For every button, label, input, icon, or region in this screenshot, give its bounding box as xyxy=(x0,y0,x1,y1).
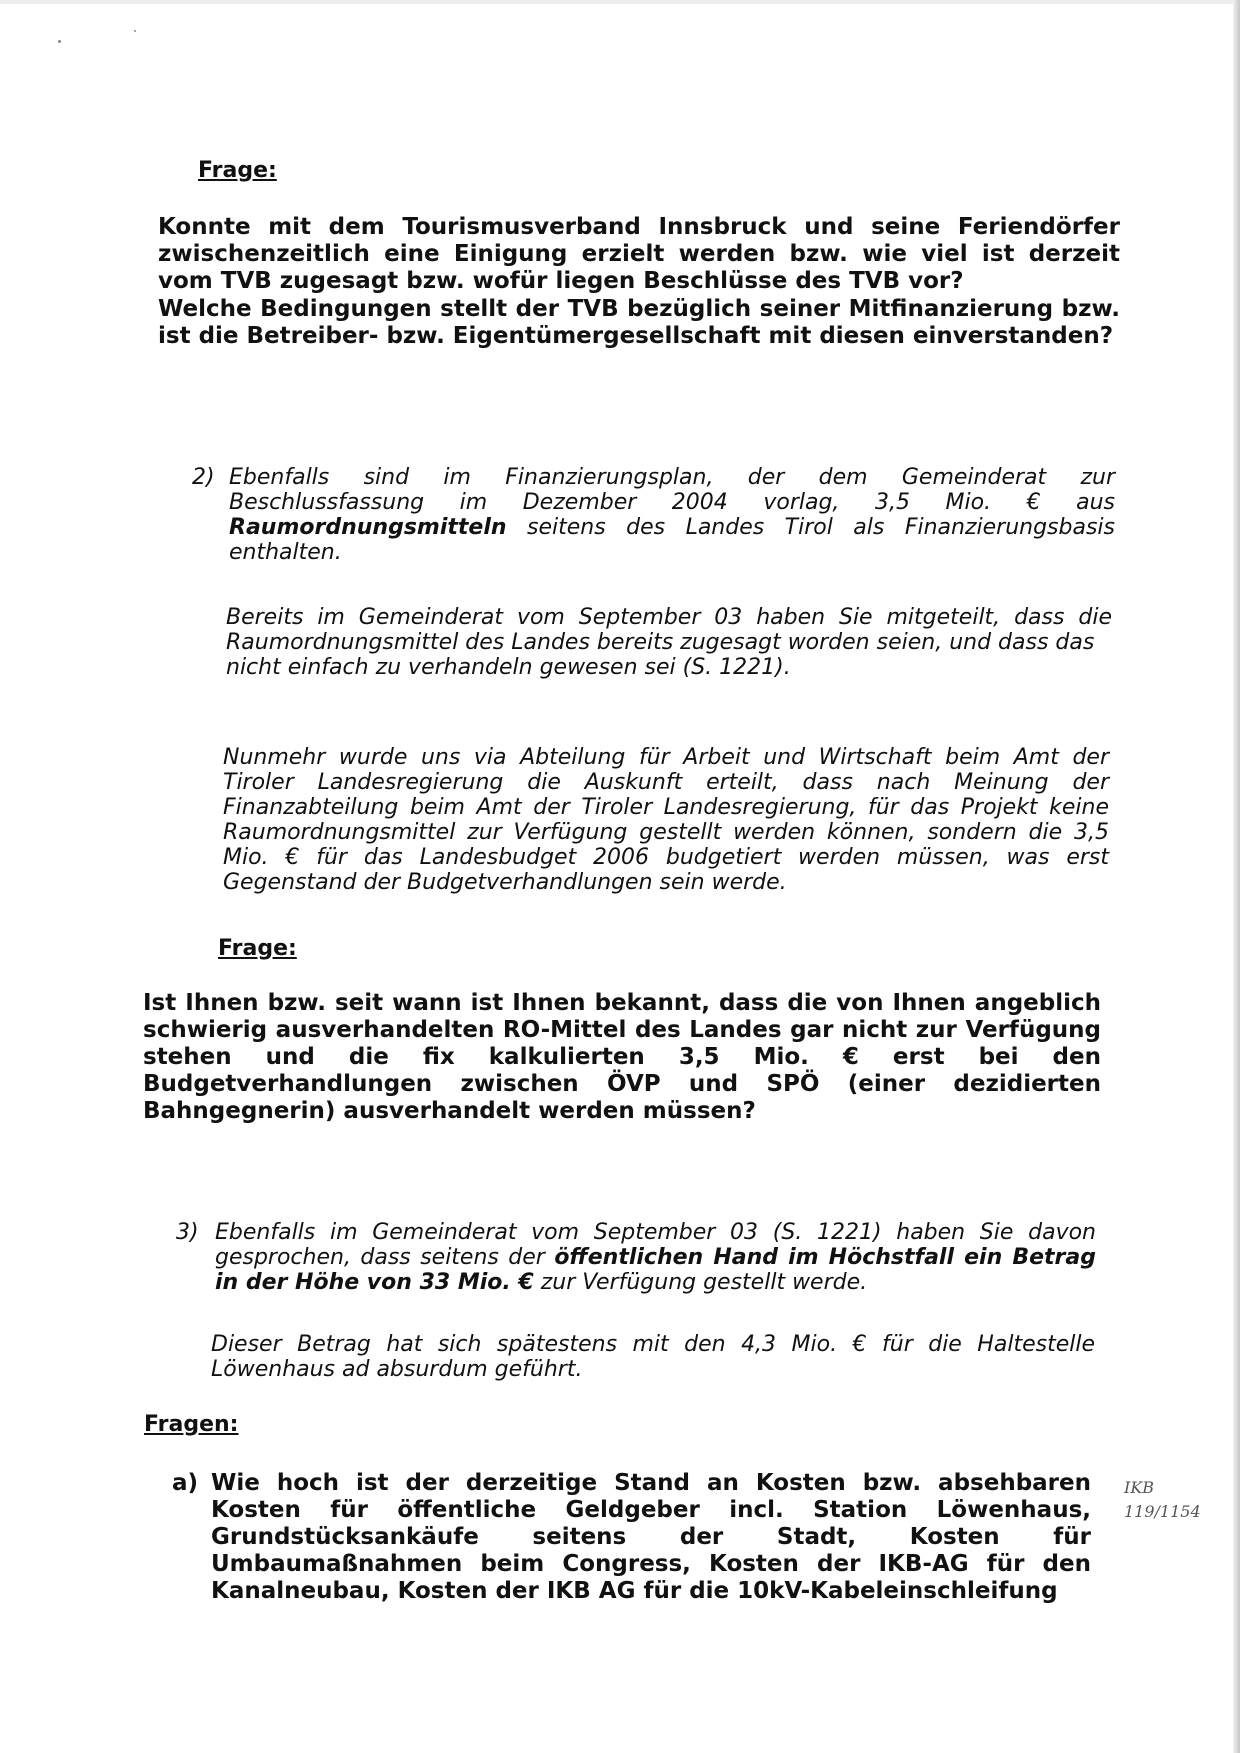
item-2-paragraph-3: Nunmehr wurde uns via Abteilung für Arbeit und Wirtschaft beim Amt der Tiroler Landesregierung die Auskunft erteilt, dass nach Meinung der Finanzabteilung beim Amt der Tiroler Landesregierung, für das Projekt keine Raumordnungsmittel zur Verfügung gestellt werden können, sondern die 3,5 Mio. € für das Landesbudget 2006 budgetiert werden müssen, was erst Gegenstand der Budgetverhandlungen sein werde. xyxy=(223,745,1109,895)
question-heading-1: Frage: xyxy=(198,158,277,183)
item-2-paragraph-2 xyxy=(226,605,1112,680)
item-2-paragraph-1 xyxy=(229,465,1115,565)
margin-note-line-2: 119/1154 xyxy=(1124,1502,1201,1521)
item-2-p1-bold: Raumordnungsmitteln xyxy=(229,515,507,540)
question-heading-3: Fragen: xyxy=(144,1412,239,1437)
item-2-p2-line-1: Bereits im Gemeinderat vom September 03 haben Sie mitgeteilt, dass die Raumordnungsmittel des Landes bereits zugesagt worden seien, und dass das xyxy=(226,605,1112,655)
item-3-number: 3) xyxy=(176,1220,199,1245)
item-2-p2-line-2: nicht einfach zu verhandeln gewesen sei (S. 1221). xyxy=(226,655,791,680)
scan-edge-right xyxy=(1233,0,1240,1753)
item-a-label: a) xyxy=(172,1470,199,1496)
item-2-p1-text: Ebenfalls sind im Finanzierungsplan, der dem Gemeinderat zur Beschlussfassung im Dezember 2004 vorlag, 3,5 Mio. € aus xyxy=(229,465,1115,515)
item-3-p1-rest: zur Verfügung gestellt werde. xyxy=(533,1270,868,1295)
item-3-p1-bold: öffentlichen Hand im Höchstfall ein Betrag in der Höhe von 33 Mio. € xyxy=(215,1245,1096,1295)
item-2-number: 2) xyxy=(192,465,215,490)
margin-note-line-1: IKB xyxy=(1124,1478,1155,1497)
question-2-text: Ist Ihnen bzw. seit wann ist Ihnen bekannt, dass die von Ihnen angeblich schwierig ausverhandelten RO-Mittel des Landes gar nicht zur Verfügung stehen und die fix kalkulierten 3,5 Mio. € erst bei den Budgetverhandlungen zwischen ÖVP und SPÖ (einer dezidierten Bahngegnerin) ausverhandelt werden müssen? xyxy=(143,990,1101,1124)
item-3-p1-text: Ebenfalls im Gemeinderat vom September 03 (S. 1221) haben Sie davon gesprochen, dass seitens der xyxy=(215,1220,1096,1270)
handwritten-margin-note xyxy=(1124,1476,1201,1524)
item-3-paragraph-1 xyxy=(215,1220,1096,1295)
scan-edge-top xyxy=(0,0,1240,4)
scan-speck xyxy=(134,30,136,32)
scan-speck xyxy=(58,40,61,43)
item-a-text: Wie hoch ist der derzeitige Stand an Kosten bzw. absehbaren Kosten für öffentliche Geldgeber incl. Station Löwenhaus, Grundstücksankäufe seitens der Stadt, Kosten für Umbaumaßnahmen beim Congress, Kosten der IKB-AG für den Kanalneubau, Kosten der IKB AG für die 10kV-Kabeleinschleifung xyxy=(211,1470,1091,1604)
question-heading-2: Frage: xyxy=(218,936,297,961)
question-1-part-2: Welche Bedingungen stellt der TVB bezüglich seiner Mitfinanzierung bzw. ist die Betreiber- bzw. Eigentümergesellschaft mit diesen einverstanden? xyxy=(158,296,1120,349)
item-3-paragraph-2: Dieser Betrag hat sich spätestens mit den 4,3 Mio. € für die Haltestelle Löwenhaus ad absurdum geführt. xyxy=(211,1332,1095,1382)
question-1-part-1: Konnte mit dem Tourismusverband Innsbruck und seine Feriendörfer zwischenzeitlich eine Einigung erzielt werden bzw. wie viel ist derzeit vom TVB zugesagt bzw. wofür liegen Beschlüsse des TVB vor? xyxy=(158,214,1120,294)
item-2-p1-rest: seitens des Landes Tirol als Finanzierungsbasis enthalten. xyxy=(229,515,1115,565)
